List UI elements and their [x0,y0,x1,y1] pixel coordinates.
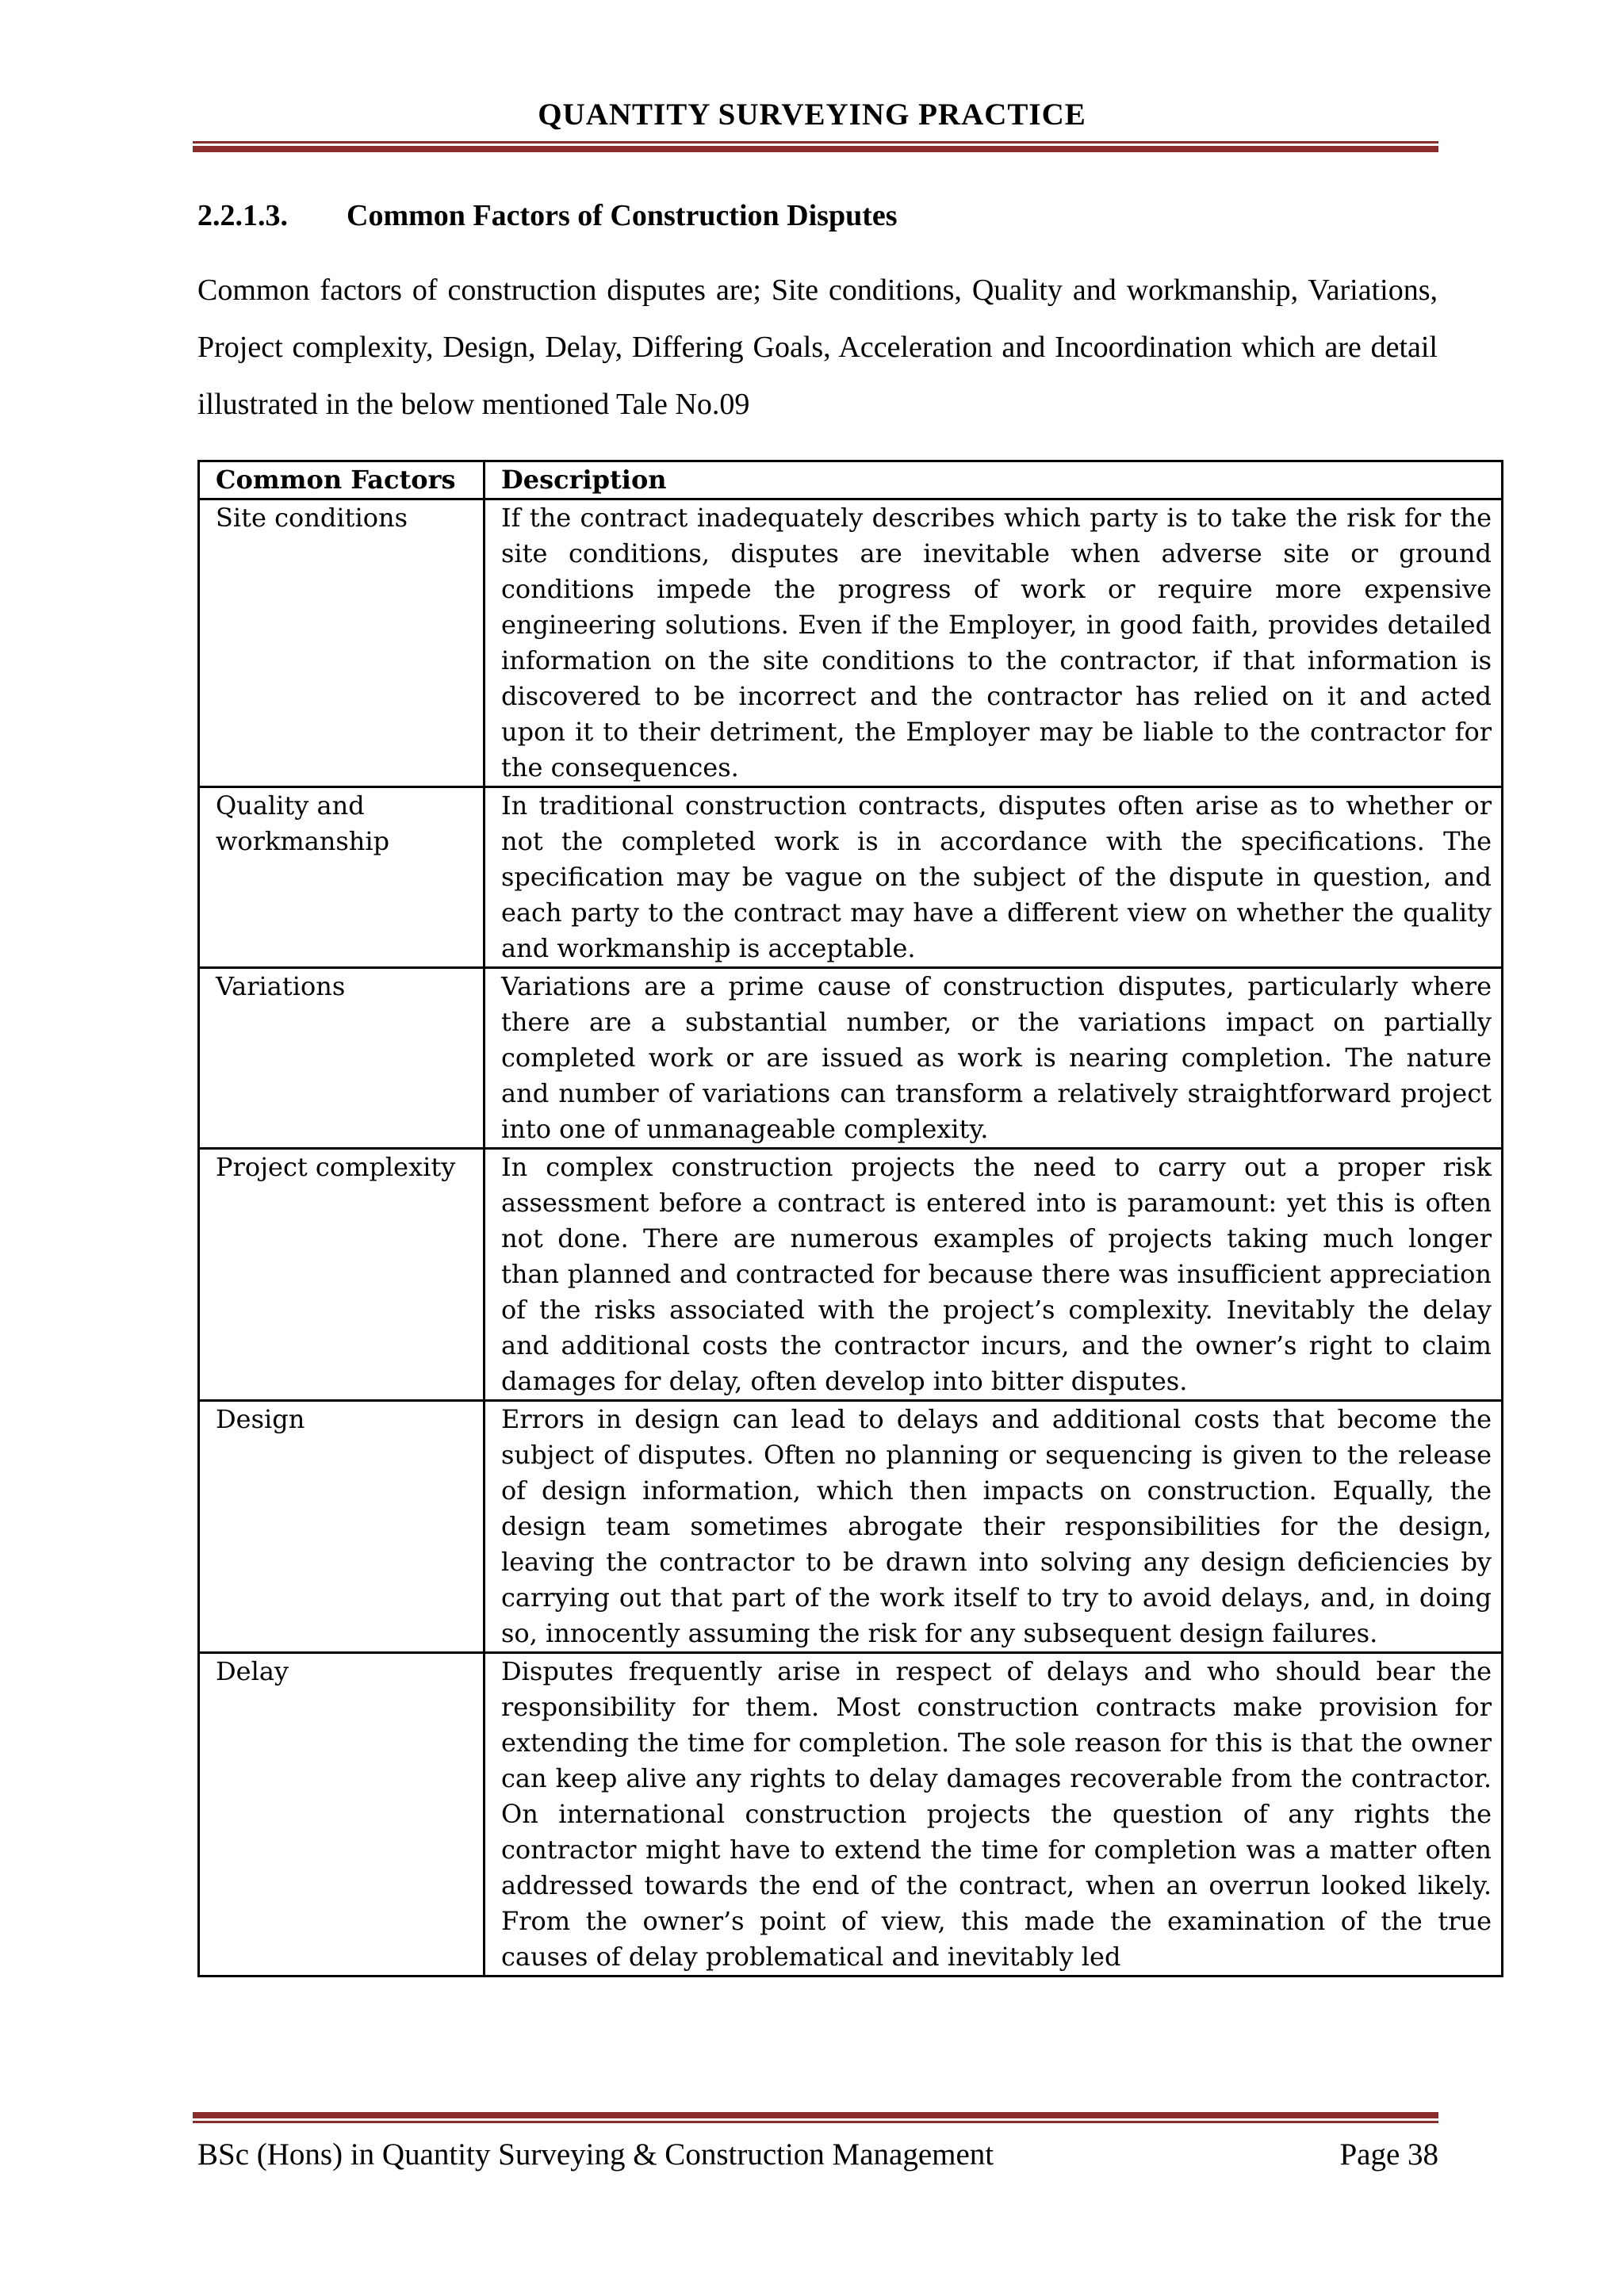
column-header-factors: Common Factors [199,461,485,499]
factor-cell: Project complexity [199,1149,485,1401]
factor-cell: Delay [199,1653,485,1976]
table-row [199,787,1503,968]
footer-program: BSc (Hons) in Quantity Surveying & Construction Management [197,2137,994,2172]
description-cell: Errors in design can lead to delays and additional costs that become the subject of disputes. Often no planning or sequencing is given to the release of design information, which then impacts on construction. Equally, the design team sometimes abrogate their responsibilities for the design, leaving the contractor to be drawn into solving any design deficiencies by carrying out that part of the work itself to try to avoid delays, and, in doing so, innocently assuming the risk for any subsequent design failures. [485,1401,1503,1653]
factor-cell: Site conditions [199,499,485,787]
header-rule-thin [193,141,1438,144]
description-cell: In traditional construction contracts, disputes often arise as to whether or not the completed work is in accordance with the specifications. The specification may be vague on the subject of the dispute in question, and each party to the contract may have a different view on whether the quality and workmanship is acceptable. [485,787,1503,968]
table-row [199,499,1503,787]
description-cell: In complex construction projects the need to carry out a proper risk assessment before a contract is entered into is paramount: yet this is often not done. There are numerous examples of projects taking much longer than planned and contracted for because there was insufficient appreciation of the risks associated with the project’s complexity. Inevitably the delay and additional costs the contractor incurs, and the owner’s right to claim damages for delay, often develop into bitter disputes. [485,1149,1503,1401]
description-cell: Disputes frequently arise in respect of delays and who should bear the responsibility for them. Most construction contracts make provision for extending the time for completion. The sole reason for this is that the owner can keep alive any rights to delay damages recoverable from the contractor. On international construction projects the question of any rights the contractor might have to extend the time for completion was a matter often addressed towards the end of the contract, when an overrun looked likely. From the owner’s point of view, this made the examination of the true causes of delay problematical and inevitably led [485,1653,1503,1976]
factor-cell: Design [199,1401,485,1653]
header-rule-thick [193,146,1438,152]
table-row [199,1401,1503,1653]
factor-cell: Quality and workmanship [199,787,485,968]
footer-rule-thin [193,2121,1438,2123]
table-row [199,1653,1503,1976]
factors-table [197,460,1503,1977]
factor-cell: Variations [199,968,485,1149]
description-cell: Variations are a prime cause of construction disputes, particularly where there are a substantial number, or the variations impact on partially completed work or are issued as work is nearing completion. The nature and number of variations can transform a relatively straightforward project into one of unmanageable complexity. [485,968,1503,1149]
intro-paragraph: Common factors of construction disputes are; Site conditions, Quality and workmanship, Variations, Project complexity, Design, Delay, Differing Goals, Acceleration and Incoordination which are detail illustrated in the below mentioned Tale No.09 [197,274,1438,421]
section-heading [197,198,898,233]
page-header-title: QUANTITY SURVEYING PRACTICE [538,98,1086,132]
section-number: 2.2.1.3. [197,199,288,232]
table-header-row [199,461,1503,499]
description-cell: If the contract inadequately describes which party is to take the risk for the site conditions, disputes are inevitable when adverse site or ground conditions impede the progress of work or require more expensive engineering solutions. Even if the Employer, in good faith, provides detailed information on the site conditions to the contractor, if that information is discovered to be incorrect and the contractor has relied on it and acted upon it to their detriment, the Employer may be liable to the contractor for the consequences. [485,499,1503,787]
footer-rule-thick [193,2112,1438,2118]
table-row [199,968,1503,1149]
table-row [199,1149,1503,1401]
section-title: Common Factors of Construction Disputes [347,199,898,232]
page-number: Page 38 [1339,2137,1438,2172]
column-header-description: Description [485,461,1503,499]
